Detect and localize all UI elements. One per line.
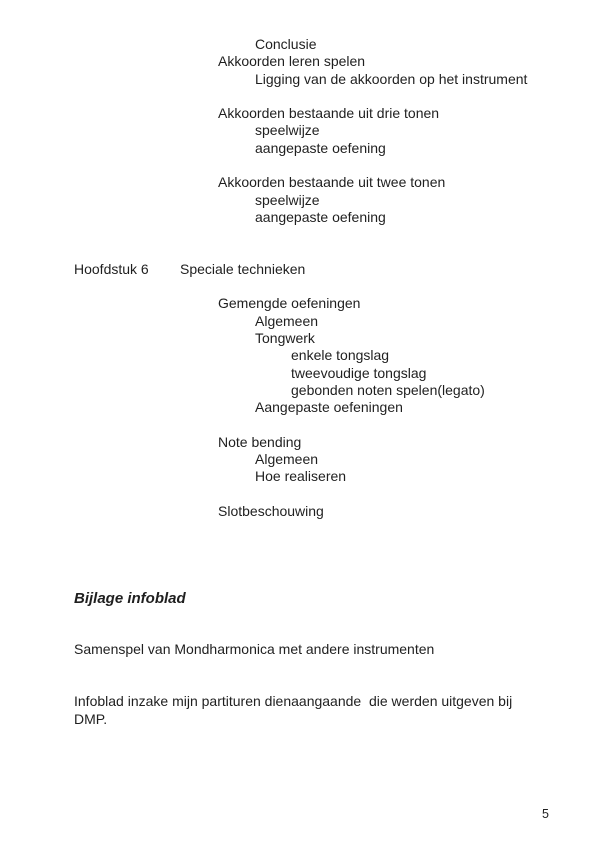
blank-line (74, 538, 592, 555)
blank-line (74, 520, 592, 537)
toc-line: Hoe realiseren (255, 468, 347, 485)
blank-line (74, 226, 592, 243)
blank-line (74, 607, 592, 624)
chapter-label: Hoofdstuk 6 (74, 260, 149, 277)
blank-line (74, 572, 592, 589)
blank-line (74, 624, 592, 641)
blank-line (74, 157, 592, 174)
toc-line: Algemeen (255, 451, 319, 468)
toc-line: DMP. (74, 710, 108, 727)
toc-line: Slotbeschouwing (218, 503, 324, 520)
toc-line: aangepaste oefening (255, 139, 386, 156)
blank-line (74, 88, 592, 105)
toc-line: speelwijze (255, 191, 320, 208)
blank-line (74, 659, 592, 676)
blank-line (74, 555, 592, 572)
blank-line (74, 278, 592, 295)
blank-line (74, 486, 592, 503)
toc-line: Note bending (218, 433, 302, 450)
chapter-title: Speciale technieken (180, 260, 306, 277)
appendix-heading: Bijlage infoblad (74, 589, 186, 607)
toc-line: Infoblad inzake mijn partituren dienaangaande die werden uitgeven bij (74, 693, 513, 710)
toc-line: gebonden noten spelen(legato) (291, 381, 485, 398)
toc-line: Algemeen (255, 312, 319, 329)
toc-line: speelwijze (255, 122, 320, 139)
toc-line: Tongwerk (255, 330, 315, 347)
toc-line: Akkoorden leren spelen (218, 53, 366, 70)
page-number: 5 (542, 807, 549, 821)
toc-line: Ligging van de akkoorden op het instrument (255, 70, 528, 87)
blank-line (74, 417, 592, 434)
toc-line: enkele tongslag (291, 347, 390, 364)
toc-line: Aangepaste oefeningen (255, 399, 403, 416)
toc-line: Gemengde oefeningen (218, 295, 361, 312)
blank-line (74, 244, 592, 261)
toc-line: Akkoorden bestaande uit twee tonen (218, 174, 446, 191)
toc-line: aangepaste oefening (255, 208, 386, 225)
document-lines (74, 36, 592, 728)
chapter-line (74, 261, 592, 278)
toc-line: tweevoudige tongslag (291, 364, 427, 381)
toc-line: Conclusie (255, 36, 317, 52)
toc-line: Akkoorden bestaande uit drie tonen (218, 105, 440, 122)
toc-line: Samenspel van Mondharmonica met andere instrumenten (74, 641, 435, 658)
blank-line (74, 676, 592, 693)
